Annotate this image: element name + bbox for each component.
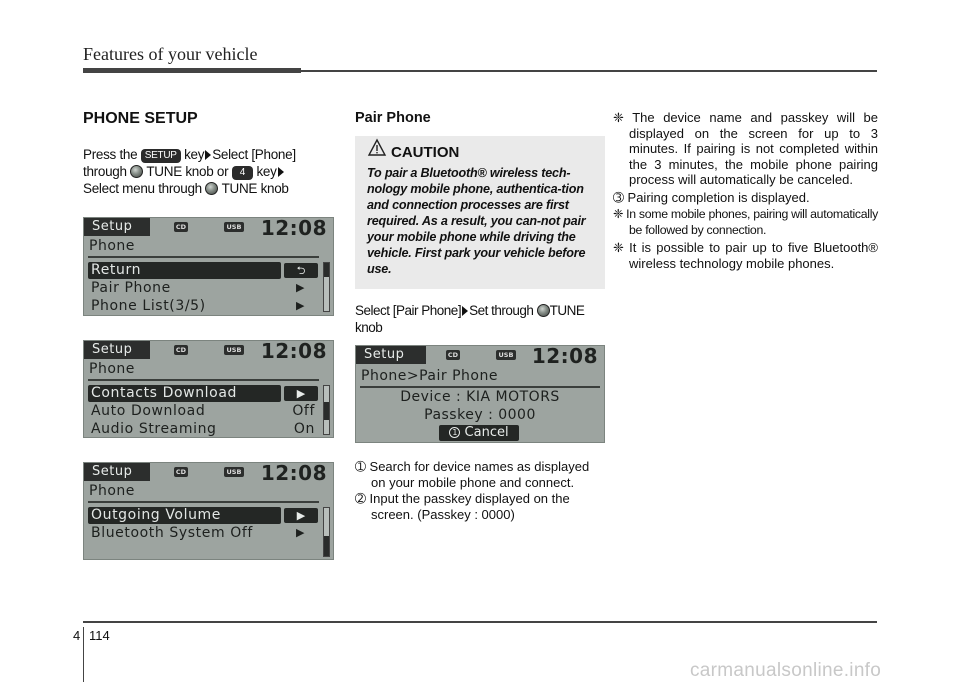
usb-badge: USB: [496, 350, 516, 360]
lcd-screen-phone-menu-3: [83, 462, 334, 560]
menu-item-outgoing-volume[interactable]: [88, 507, 281, 524]
back-arrow-icon[interactable]: ⮌: [284, 263, 318, 278]
menu-item-label: Outgoing Volume: [91, 507, 222, 523]
instr-text: Select [Pair Phone]: [355, 303, 462, 318]
instr-text: TUNE knob or: [146, 164, 229, 179]
setup-tab: Setup: [84, 218, 150, 236]
menu-item-label: Bluetooth System Off: [91, 525, 253, 541]
arrow-right-icon: [278, 167, 284, 177]
pair-phone-column: [355, 110, 605, 126]
usb-badge: USB: [224, 467, 244, 477]
cd-badge: CD: [175, 468, 187, 476]
passkey: Passkey : 0000: [424, 407, 536, 423]
screen-title: Phone: [89, 483, 135, 499]
footer-line: [83, 621, 877, 623]
cd-badge: CD: [175, 346, 187, 354]
scrollbar[interactable]: [323, 385, 330, 435]
chapter-number: 4: [73, 628, 81, 643]
divider: [88, 256, 319, 258]
tune-knob-icon: [537, 304, 550, 317]
note-mark: ❈: [613, 207, 624, 221]
scroll-thumb[interactable]: [324, 536, 329, 556]
menu-item-label: Phone List(3/5): [91, 298, 206, 314]
arrow-right-icon: [205, 150, 211, 160]
chevron-right-icon: ▶: [296, 281, 305, 294]
chevron-right-icon: ▶: [296, 299, 305, 312]
clock: 12:08: [531, 345, 598, 368]
clock: 12:08: [260, 217, 327, 240]
caution-box: [355, 136, 605, 289]
warning-icon: [367, 138, 387, 158]
caution-text: To pair a Bluetooth® wireless tech-nology mobile phone, authentica-tion and connection processes are first required. As a result, you can-not pair your mobile phone while driving the vehicle. First park your vehicle before use.: [367, 166, 586, 276]
section-title-pair-phone: Pair Phone: [355, 110, 431, 126]
menu-item-value: Off: [292, 403, 315, 419]
num-key-badge: 4: [232, 166, 253, 180]
caution-title: [391, 144, 597, 161]
header-bar-thin: [301, 70, 877, 72]
lcd-screen-phone-menu-2: [83, 340, 334, 438]
note-mark: ❈: [613, 240, 624, 255]
note-mark: ❈: [613, 110, 624, 125]
menu-item-phone-list[interactable]: [88, 298, 319, 315]
usb-badge: USB: [224, 345, 244, 355]
page-number: 114: [89, 628, 110, 643]
screen-title: Phone: [89, 238, 135, 254]
scrollbar[interactable]: [323, 262, 330, 312]
instr-text: key: [256, 164, 277, 179]
scrollbar[interactable]: [323, 507, 330, 557]
cd-badge: CD: [175, 223, 187, 231]
instr-text: Set through: [469, 303, 534, 318]
screen-title: Phone>Pair Phone: [361, 368, 498, 384]
chevron-right-icon: ▶: [296, 526, 305, 539]
instr-text: TUNE knob: [221, 181, 289, 196]
screen-title: Phone: [89, 361, 135, 377]
step-text: Input the passkey displayed on the screen. (Passkey : 0000): [369, 491, 570, 522]
cancel-number-badge: 1: [449, 427, 460, 438]
step-mark: ➀: [355, 459, 366, 474]
instr-text: key: [184, 147, 205, 162]
scroll-thumb[interactable]: [324, 263, 329, 277]
setup-tab: Setup: [84, 341, 150, 359]
cancel-label: Cancel: [464, 425, 509, 440]
setup-key-badge: SETUP: [141, 149, 181, 163]
menu-item-label: Auto Download: [91, 403, 206, 419]
menu-item-contacts-download[interactable]: [88, 385, 281, 402]
arrow-right-icon: [462, 306, 468, 316]
setup-tab: Setup: [356, 346, 426, 364]
note-1: [613, 110, 878, 188]
step-2: [355, 491, 605, 522]
chevron-right-icon[interactable]: ▶: [284, 508, 318, 523]
pair-phone-steps: [355, 459, 605, 523]
scroll-thumb[interactable]: [324, 402, 329, 420]
menu-item-auto-download[interactable]: [88, 403, 319, 420]
menu-item-return[interactable]: [88, 262, 281, 279]
note-text: It is possible to pair up to five Bluetooth® wireless technology mobile phones.: [629, 240, 878, 271]
note-text: Pairing completion is displayed.: [627, 189, 810, 205]
menu-item-label: Pair Phone: [91, 280, 171, 296]
tune-knob-icon: [205, 182, 218, 195]
menu-item-audio-streaming[interactable]: [88, 421, 319, 438]
instr-text: Press the: [83, 147, 138, 162]
phone-setup-instructions: [83, 146, 334, 197]
pair-phone-instructions: [355, 302, 605, 336]
clock: 12:08: [260, 462, 327, 485]
menu-item-label: Contacts Download: [91, 385, 238, 401]
device-name: Device : KIA MOTORS: [400, 389, 560, 405]
note-4: [613, 240, 878, 271]
instr-text: Select [Phone]: [212, 147, 296, 162]
header-title: Features of your vehicle: [83, 44, 258, 64]
step-1: [355, 459, 605, 490]
header-bar-thick: [83, 68, 301, 73]
cancel-button[interactable]: [439, 425, 519, 441]
caution-title-text: CAUTION: [391, 144, 460, 161]
lcd-screen-phone-menu-1: [83, 217, 334, 316]
footer-vertical-line: [83, 627, 84, 682]
setup-tab: Setup: [84, 463, 150, 481]
instr-text: Select menu through: [83, 181, 202, 196]
note-mark: ➂: [613, 189, 624, 205]
phone-setup-column: [83, 110, 334, 197]
watermark: carmanualsonline.info: [690, 660, 882, 681]
step-text: Search for device names as displayed on your mobile phone and connect.: [369, 459, 590, 490]
clock: 12:08: [260, 340, 327, 363]
note-2: [613, 190, 878, 206]
instr-text: TUNE knob: [355, 303, 585, 335]
cd-badge: CD: [447, 351, 459, 359]
note-text: In some mobile phones, pairing will automatically be followed by connection.: [626, 207, 879, 237]
instr-text: through: [83, 164, 127, 179]
menu-item-label: Audio Streaming: [91, 421, 217, 437]
note-text: The device name and passkey will be displayed on the screen for up to 3 minutes. If pairing is not completed within the 3 minutes, the mobile phone pairing process will automatically be canceled.: [629, 110, 878, 187]
divider: [88, 379, 319, 381]
notes-column: [613, 110, 878, 273]
usb-badge: USB: [224, 222, 244, 232]
chevron-right-icon[interactable]: ▶: [284, 386, 318, 401]
step-mark: ➁: [355, 491, 366, 506]
lcd-screen-pair-phone: [355, 345, 605, 443]
menu-item-pair-phone[interactable]: [88, 280, 319, 297]
divider: [360, 386, 600, 388]
menu-item-label: Return: [91, 262, 142, 278]
divider: [88, 501, 319, 503]
menu-item-value: On: [293, 421, 315, 437]
tune-knob-icon: [130, 165, 143, 178]
section-title-phone-setup: PHONE SETUP: [83, 110, 198, 127]
menu-item-bluetooth-system-off[interactable]: [88, 525, 319, 542]
note-3: [613, 207, 878, 238]
